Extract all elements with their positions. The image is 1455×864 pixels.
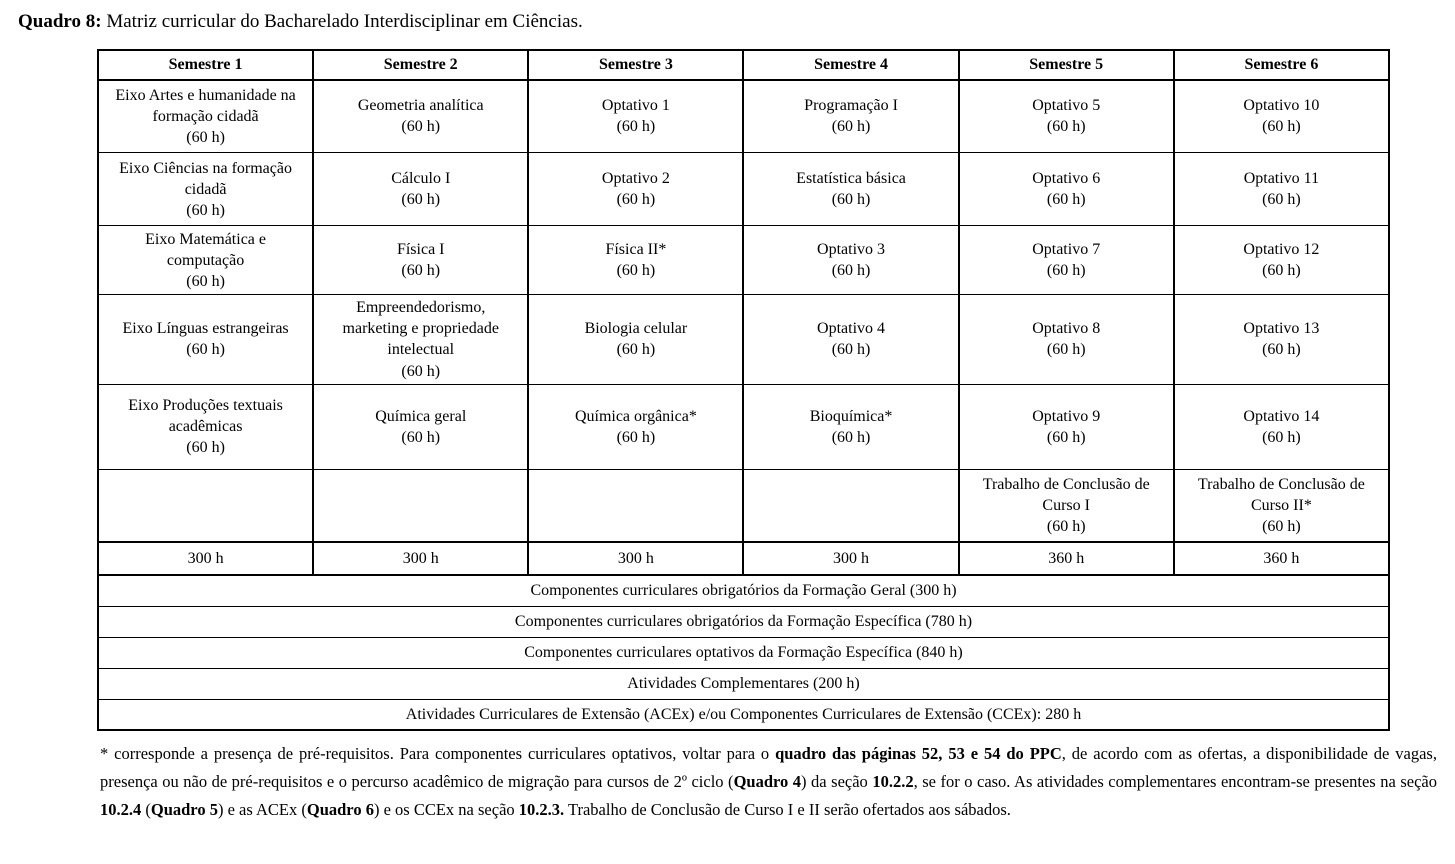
course-name: Biologia celular	[584, 320, 688, 338]
course-name: Optativo 12	[1243, 241, 1320, 259]
course-name: Geometria analítica	[357, 97, 484, 115]
footnote-bold-quadro-4: Quadro 4	[733, 772, 802, 792]
course-name: Optativo 14	[1243, 407, 1320, 425]
course-hours: (60 h)	[401, 428, 441, 446]
course-hours: (60 h)	[616, 262, 656, 280]
table-row	[98, 295, 1389, 384]
course-cell	[98, 226, 313, 295]
course-name: Eixo Ciências na formação cidadã	[119, 159, 292, 198]
header-semestre-2: Semestre 2	[313, 50, 528, 80]
table-row	[98, 384, 1389, 469]
course-cell	[743, 226, 958, 295]
course-cell	[959, 80, 1174, 153]
course-cell	[959, 226, 1174, 295]
course-cell	[528, 226, 743, 295]
course-name: Optativo 6	[1032, 170, 1101, 188]
course-hours: (60 h)	[1046, 517, 1086, 535]
course-hours: (60 h)	[186, 341, 225, 359]
footnote	[100, 740, 1437, 824]
course-hours: (60 h)	[186, 128, 225, 146]
footnote-text: , se for o caso. As atividades complementares encontram-se presentes na seção	[913, 772, 1437, 792]
footnote-text: (	[141, 800, 151, 820]
course-name: Física II*	[605, 241, 667, 259]
course-hours: (60 h)	[1046, 428, 1086, 446]
course-hours: (60 h)	[186, 201, 225, 219]
course-name: Optativo 4	[817, 320, 886, 338]
course-hours: (60 h)	[1046, 262, 1086, 280]
course-cell	[1174, 295, 1389, 384]
course-cell	[98, 295, 313, 384]
empty-cell	[528, 469, 743, 542]
course-hours: (60 h)	[186, 439, 225, 457]
summary-row	[98, 575, 1389, 606]
caption-label: Quadro 8:	[18, 11, 102, 32]
course-cell	[1174, 384, 1389, 469]
semester-total: 360 h	[959, 542, 1174, 575]
course-hours: (60 h)	[401, 362, 441, 380]
footnote-bold-quadro-5: Quadro 5	[150, 800, 218, 820]
footnote-text: * corresponde a presença de pré-requisitos. Para componentes curriculares optativos, voltar para o	[100, 744, 776, 764]
course-cell	[528, 80, 743, 153]
course-cell	[313, 80, 528, 153]
course-hours: (60 h)	[401, 191, 441, 209]
header-semestre-6: Semestre 6	[1174, 50, 1389, 80]
curriculum-matrix-table	[97, 49, 1390, 731]
course-cell	[1174, 226, 1389, 295]
course-hours: (60 h)	[831, 191, 871, 209]
course-name: Optativo 11	[1243, 170, 1320, 188]
course-cell	[528, 295, 743, 384]
table-row	[98, 153, 1389, 226]
summary-row	[98, 668, 1389, 699]
footnote-bold-secao-1023: 10.2.3.	[518, 800, 565, 820]
course-name: Optativo 10	[1243, 97, 1320, 115]
course-hours: (60 h)	[1262, 262, 1301, 280]
footnote-bold-ref-pages: quadro das páginas 52, 53 e 54 do PPC	[775, 744, 1062, 764]
course-name: Eixo Línguas estrangeiras	[122, 320, 289, 338]
course-cell	[528, 153, 743, 226]
course-name: Química orgânica*	[574, 407, 697, 425]
course-hours: (60 h)	[1262, 428, 1301, 446]
course-cell	[959, 153, 1174, 226]
table-row	[98, 80, 1389, 153]
course-name: Optativo 13	[1243, 320, 1320, 338]
course-cell	[98, 384, 313, 469]
course-cell	[1174, 153, 1389, 226]
empty-cell	[313, 469, 528, 542]
header-row	[98, 50, 1389, 80]
course-hours: (60 h)	[831, 262, 871, 280]
caption-text: Matriz curricular do Bacharelado Interdisciplinar em Ciências.	[101, 11, 583, 32]
table-row	[98, 469, 1389, 542]
course-hours: (60 h)	[401, 118, 441, 136]
summary-extensao: Atividades Curriculares de Extensão (ACEx) e/ou Componentes Curriculares de Extensão (CCEx): 280 h	[98, 699, 1389, 730]
course-name: Programação I	[804, 97, 898, 115]
course-name: Bioquímica*	[809, 407, 893, 425]
course-name: Estatística básica	[796, 170, 906, 188]
course-name: Trabalho de Conclusão de Curso II*	[1197, 475, 1365, 514]
course-name: Optativo 5	[1032, 97, 1101, 115]
course-name: Optativo 9	[1032, 407, 1101, 425]
summary-atividades-complementares: Atividades Complementares (200 h)	[98, 668, 1389, 699]
summary-row	[98, 699, 1389, 730]
course-name: Eixo Matemática e computação	[145, 230, 266, 269]
course-name: Física I	[396, 241, 445, 259]
course-hours: (60 h)	[831, 118, 871, 136]
course-cell	[743, 384, 958, 469]
course-cell	[743, 153, 958, 226]
footnote-bold-secao-1024: 10.2.4	[100, 800, 142, 820]
course-name: Cálculo I	[391, 170, 451, 188]
course-name: Empreendedorismo, marketing e propriedade intelectual	[342, 299, 499, 359]
course-hours: (60 h)	[616, 428, 656, 446]
footnote-text: ) e as ACEx (	[217, 800, 307, 820]
course-cell	[313, 295, 528, 384]
course-cell	[313, 384, 528, 469]
footnote-text: ) e os CCEx na seção	[373, 800, 519, 820]
summary-obrigatorios-especifica: Componentes curriculares obrigatórios da Formação Específica (780 h)	[98, 606, 1389, 637]
semester-total: 300 h	[528, 542, 743, 575]
course-hours: (60 h)	[1262, 118, 1301, 136]
course-name: Eixo Artes e humanidade na formação cidadã	[115, 86, 296, 125]
course-hours: (60 h)	[1262, 341, 1301, 359]
header-semestre-3: Semestre 3	[528, 50, 743, 80]
footnote-bold-quadro-6: Quadro 6	[306, 800, 374, 820]
course-cell	[959, 469, 1174, 542]
empty-cell	[743, 469, 958, 542]
totals-row	[98, 542, 1389, 575]
course-name: Eixo Produções textuais acadêmicas	[128, 396, 283, 436]
course-cell	[313, 226, 528, 295]
course-name: Química geral	[375, 407, 467, 425]
course-hours: (60 h)	[401, 262, 441, 280]
course-hours: (60 h)	[1262, 517, 1301, 535]
course-cell	[959, 295, 1174, 384]
course-name: Optativo 1	[601, 97, 670, 115]
course-hours: (60 h)	[616, 341, 656, 359]
course-hours: (60 h)	[616, 118, 656, 136]
summary-row	[98, 637, 1389, 668]
course-name: Optativo 3	[817, 241, 886, 259]
header-semestre-1: Semestre 1	[98, 50, 313, 80]
course-cell	[743, 80, 958, 153]
course-hours: (60 h)	[186, 272, 225, 290]
course-cell	[98, 80, 313, 153]
table-caption	[18, 10, 1437, 35]
summary-obrigatorios-geral: Componentes curriculares obrigatórios da Formação Geral (300 h)	[98, 575, 1389, 606]
footnote-text: , de acordo com as ofertas, a disponibilidade de vagas, presença ou não de pré-requisitos e o percurso acadêmico de migração para cursos de 2º ciclo (	[100, 744, 1437, 792]
course-hours: (60 h)	[831, 428, 871, 446]
footnote-text: ) da seção	[801, 772, 873, 792]
course-name: Optativo 2	[601, 170, 670, 188]
course-name: Optativo 7	[1032, 241, 1101, 259]
footnote-text: Trabalho de Conclusão de Curso I e II serão ofertados aos sábados.	[564, 800, 1011, 820]
course-hours: (60 h)	[831, 341, 871, 359]
course-cell	[98, 153, 313, 226]
table-row	[98, 226, 1389, 295]
course-cell	[313, 153, 528, 226]
course-hours: (60 h)	[1046, 341, 1086, 359]
course-cell	[1174, 469, 1389, 542]
course-hours: (60 h)	[1262, 191, 1301, 209]
course-cell	[959, 384, 1174, 469]
empty-cell	[98, 469, 313, 542]
course-cell	[743, 295, 958, 384]
header-semestre-4: Semestre 4	[743, 50, 958, 80]
course-name: Trabalho de Conclusão de Curso I	[982, 475, 1150, 514]
summary-row	[98, 606, 1389, 637]
course-hours: (60 h)	[1046, 118, 1086, 136]
course-hours: (60 h)	[616, 191, 656, 209]
summary-optativos-especifica: Componentes curriculares optativos da Formação Específica (840 h)	[98, 637, 1389, 668]
semester-total: 300 h	[743, 542, 958, 575]
semester-total: 300 h	[313, 542, 528, 575]
course-name: Optativo 8	[1032, 320, 1101, 338]
course-hours: (60 h)	[1046, 191, 1086, 209]
footnote-bold-secao-1022: 10.2.2	[872, 772, 914, 792]
semester-total: 300 h	[98, 542, 313, 575]
course-cell	[528, 384, 743, 469]
header-semestre-5: Semestre 5	[959, 50, 1174, 80]
course-cell	[1174, 80, 1389, 153]
semester-total: 360 h	[1174, 542, 1389, 575]
